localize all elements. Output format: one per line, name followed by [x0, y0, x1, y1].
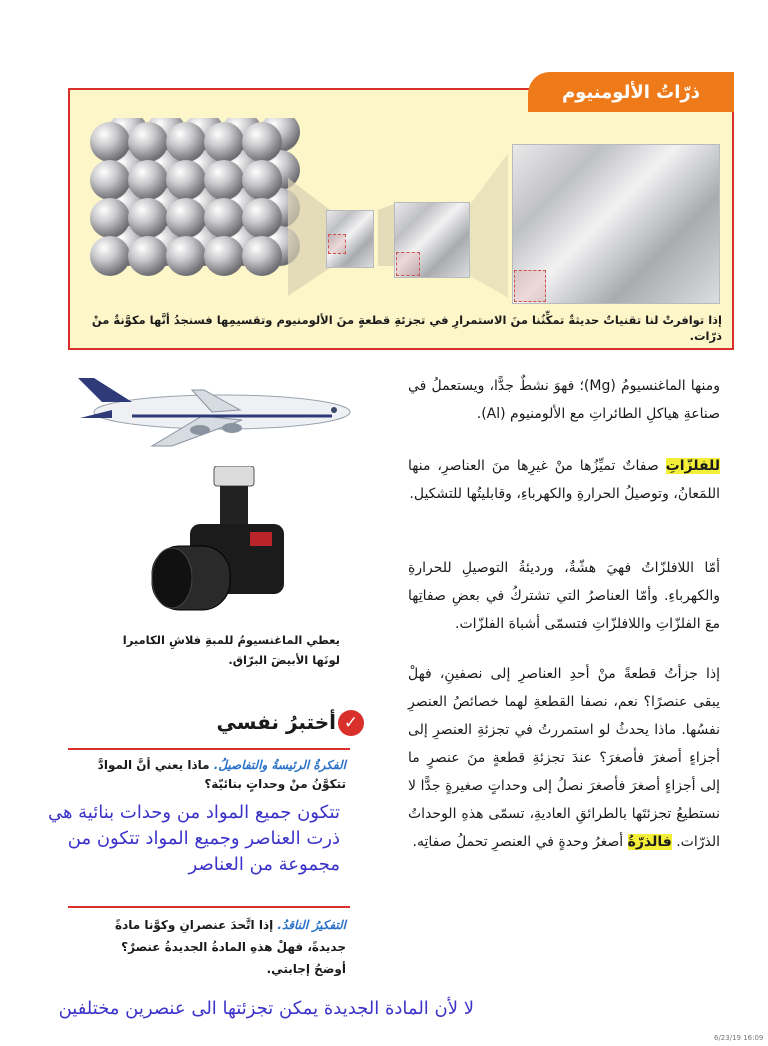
- atom-sphere: [128, 198, 168, 238]
- figure-caption: إذا توافرتْ لنا تقنياتٌ حديثةٌ تمكِّنُنا منَ الاستمرارِ في تجزئةِ قطعةٍ منَ الألومنيوم وتقسيمِها فسنجدُ أنَّها مكوَّنةٌ منْ ذرّات.: [91, 313, 722, 343]
- atom-sphere: [90, 160, 130, 200]
- atom-sphere: [242, 160, 282, 200]
- paragraph-nonmetals: أمّا اللافلزّاتُ فهيَ هشّةٌ، ورديئةُ التوصيلِ للحرارةِ والكهرباءِ. وأمّا العناصرُ التي تشتركُ في بعضِ صفاتِها معَ الفلزّاتِ واللافلزّاتِ فتسمّى أشباهَ الفلزّات.: [408, 560, 720, 632]
- atom-sphere: [90, 122, 130, 162]
- self-test-title: أختبرُ نفسي: [216, 710, 336, 734]
- figure-title: ذرّاتُ الألومنيوم: [528, 72, 734, 112]
- foil-large-selection: [514, 270, 546, 302]
- paragraph-metals: للفلزّاتِ صفاتٌ تميِّزُها منْ غيرِها منَ العناصرِ، منها اللمَعانُ، وتوصيلُ الحرارةِ والكهرباءِ، وقابليتُها للتشكيل.: [408, 458, 720, 502]
- atom-sphere: [242, 236, 282, 276]
- atom-sphere: [242, 198, 282, 238]
- paragraph-magnesium: ومنها الماغنسيومُ (Mg)؛ فهوَ نشطٌ جدًّا، ويستعملُ في صناعةِ هياكلِ الطائراتِ مع الألومنيوم (Al).: [408, 378, 720, 422]
- atom-sphere: [204, 236, 244, 276]
- paragraph-atoms: إذا جزأتُ قطعةً منْ أحدِ العناصرِ إلى نصفينِ، فهلْ يبقى عنصرًا؟ نعم، نصفا القطعةِ لهما خصائصُ العنصرِ نفسُها. ماذا يحدثُ لو استمررتُ في تجزئةِ العنصرِ إلى أجزاءٍ أصغرَ فأصغرَ؟ عندَ تجزئةِ قطعةٍ منَ عنصرٍ ما إلى أجزاءٍ أصغرَ فأصغرَ نصلُ إلى وحداتٍ صغيرةٍ جدًّا لا نستطيعُ تجزئتَها بالطرائقِ العاديةِ، تسمّى هذهِ الوحداتُ الذرّات. فالذرّةُ أصغرُ وحدةٍ في العنصرِ تحملُ صفاتِه.: [408, 666, 720, 850]
- camera-caption: يعطي الماغنسيومُ للمبةِ فلاشِ الكاميرا لونَها الأبيضَ البرّاق.: [122, 633, 340, 667]
- atom-sphere: [204, 198, 244, 238]
- atom-sphere: [90, 198, 130, 238]
- question-main-idea: الفكرةُ الرئيسةُ والتفاصيلُ. ماذا يعني أنَّ الموادَّ تتكوَّنُ منْ وحداتٍ بنائيّة؟: [97, 758, 346, 791]
- question-main-idea-label: الفكرةُ الرئيسةُ والتفاصيلُ.: [213, 758, 346, 772]
- atom-sphere: [128, 236, 168, 276]
- atom-sphere: [166, 236, 206, 276]
- answer-main-idea: تتكون جميع المواد من وحدات بنائية هي ذرت العناصر وجميع المواد تتكون من مجموعة من العناصر: [47, 802, 340, 875]
- question-critical-thinking-label: التفكيرُ الناقدُ.: [277, 918, 346, 932]
- divider: [68, 748, 350, 750]
- atom-sphere: [166, 198, 206, 238]
- camera-image: [150, 466, 290, 616]
- atom-sphere: [204, 122, 244, 162]
- atom-sphere: [90, 236, 130, 276]
- highlight-atom: فالذرّةُ: [627, 834, 672, 850]
- question-critical-thinking: التفكيرُ الناقدُ. إذا اتَّحدَ عنصرانِ وكوَّنا مادةً جديدةً، فهلْ هذهِ المادةُ الجديدةُ عنصرٌ؟ أوضحُ إجابتي.: [115, 918, 346, 976]
- atom-sphere: [242, 122, 282, 162]
- atom-sphere: [166, 160, 206, 200]
- atom-sphere: [204, 160, 244, 200]
- foil-medium-selection: [396, 252, 420, 276]
- atom-sphere: [128, 160, 168, 200]
- footer-stamp: 6/23/19 16:09: [714, 1034, 764, 1042]
- airplane-image: [72, 372, 354, 450]
- highlight-metals: للفلزّاتِ: [665, 458, 720, 474]
- divider: [68, 906, 350, 908]
- check-icon: ✓: [338, 710, 364, 736]
- answer-critical-thinking: لا لأن المادة الجديدة يمكن تجزئتها الى عنصرين مختلفين: [58, 998, 474, 1019]
- foil-small-selection: [328, 234, 346, 254]
- atom-sphere: [166, 122, 206, 162]
- atom-sphere: [128, 122, 168, 162]
